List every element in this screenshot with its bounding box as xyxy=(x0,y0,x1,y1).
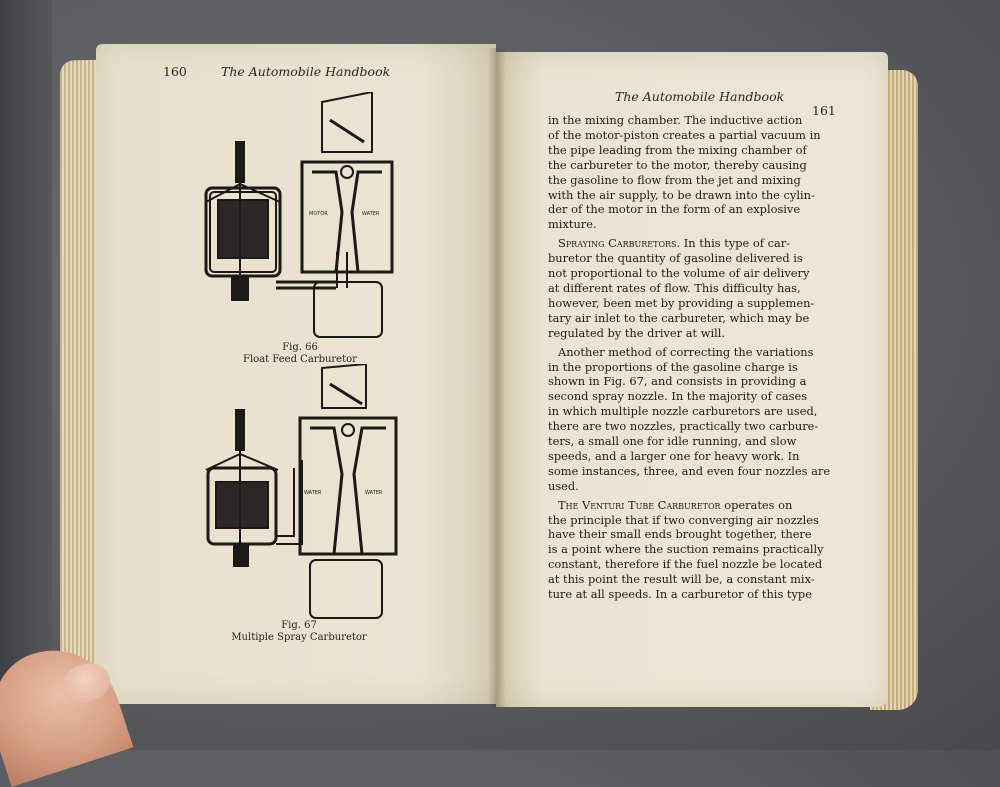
text-line: der of the motor in the form of an explosive xyxy=(548,202,801,217)
text-line: in the proportions of the gasoline charge is xyxy=(548,359,798,374)
text-line: have their small ends brought together, there xyxy=(548,527,812,542)
figure-66-caption: Float Feed Carburetor xyxy=(243,354,357,365)
figure-67-label-water-right: WATER xyxy=(365,490,383,496)
right-page-number: 161 xyxy=(812,103,836,118)
text-line: there are two nozzles, practically two carbure- xyxy=(548,419,819,434)
figure-67-label-water-left: WATER xyxy=(304,490,322,496)
text-line: tary air inlet to the carbureter, which may be xyxy=(548,310,810,325)
text-line: the gasoline to flow from the jet and mixing xyxy=(548,172,801,187)
venturi-heading: The Venturi Tube Carburetor xyxy=(558,497,721,512)
figure-67-number: Fig. 67 xyxy=(281,620,317,631)
text-line: of the motor-piston creates a partial vacuum in xyxy=(548,127,821,142)
paragraph-venturi xyxy=(548,498,840,602)
text-line: the principle that if two converging air nozzles xyxy=(548,512,819,527)
text-line: the pipe leading from the mixing chamber of xyxy=(548,142,807,157)
text-line: regulated by the driver at will. xyxy=(548,325,726,340)
figure-67-caption-block xyxy=(214,620,384,644)
right-running-title: The Automobile Handbook xyxy=(615,89,785,104)
text-line: used. xyxy=(548,478,579,493)
text-line: constant, therefore if the fuel nozzle be located xyxy=(548,557,823,572)
text-line: however, been met by providing a supplemen- xyxy=(548,295,815,310)
text-line: speeds, and a larger one for heavy work. In xyxy=(548,448,800,463)
figure-66-caption-block xyxy=(220,342,380,366)
figure-66-number: Fig. 66 xyxy=(282,342,318,353)
text-line: ture at all speeds. In a carburetor of this type xyxy=(548,587,812,602)
text-line: at different rates of flow. This difficulty has, xyxy=(548,280,801,295)
left-page-number: 160 xyxy=(163,64,187,79)
text-line: second spray nozzle. In the majority of cases xyxy=(548,389,808,404)
text-line: operates on xyxy=(720,497,793,512)
text-line: not proportional to the volume of air delivery xyxy=(548,266,810,281)
left-running-title: The Automobile Handbook xyxy=(221,64,391,79)
spraying-heading: Spraying Carburetors. xyxy=(558,236,681,251)
text-line: some instances, three, and even four nozzles are xyxy=(548,463,831,478)
paragraph-spraying xyxy=(548,236,840,340)
text-line: shown in Fig. 67, and consists in providing a xyxy=(548,374,807,389)
text-line: buretor the quantity of gasoline delivered is xyxy=(548,251,803,266)
text-line: ters, a small one for idle running, and slow xyxy=(548,434,797,449)
text-line: the carbureter to the motor, thereby causing xyxy=(548,157,807,172)
text-line: In this type of car- xyxy=(680,236,791,251)
text-line: mixture. xyxy=(548,217,597,232)
figure-67-drawing xyxy=(202,364,402,620)
text-line: with the air supply, to be drawn into the cylin- xyxy=(548,187,815,202)
figure-67-caption: Multiple Spray Carburetor xyxy=(231,632,367,643)
figure-66-label-water: WATER xyxy=(362,211,380,217)
text-line: in which multiple nozzle carburetors are used, xyxy=(548,404,818,419)
figure-66-label-motor: MOTOR xyxy=(309,211,328,217)
right-page-text xyxy=(548,113,840,606)
figure-66-drawing xyxy=(196,92,406,342)
paragraph-another-method xyxy=(548,345,840,494)
text-line: at this point the result will be, a constant mix- xyxy=(548,572,815,587)
text-line: Another method of correcting the variations xyxy=(558,344,814,359)
text-line: in the mixing chamber. The inductive action xyxy=(548,113,803,127)
paragraph-mixing xyxy=(548,113,840,232)
book-gutter xyxy=(488,48,506,708)
text-line: is a point where the suction remains practically xyxy=(548,542,824,557)
